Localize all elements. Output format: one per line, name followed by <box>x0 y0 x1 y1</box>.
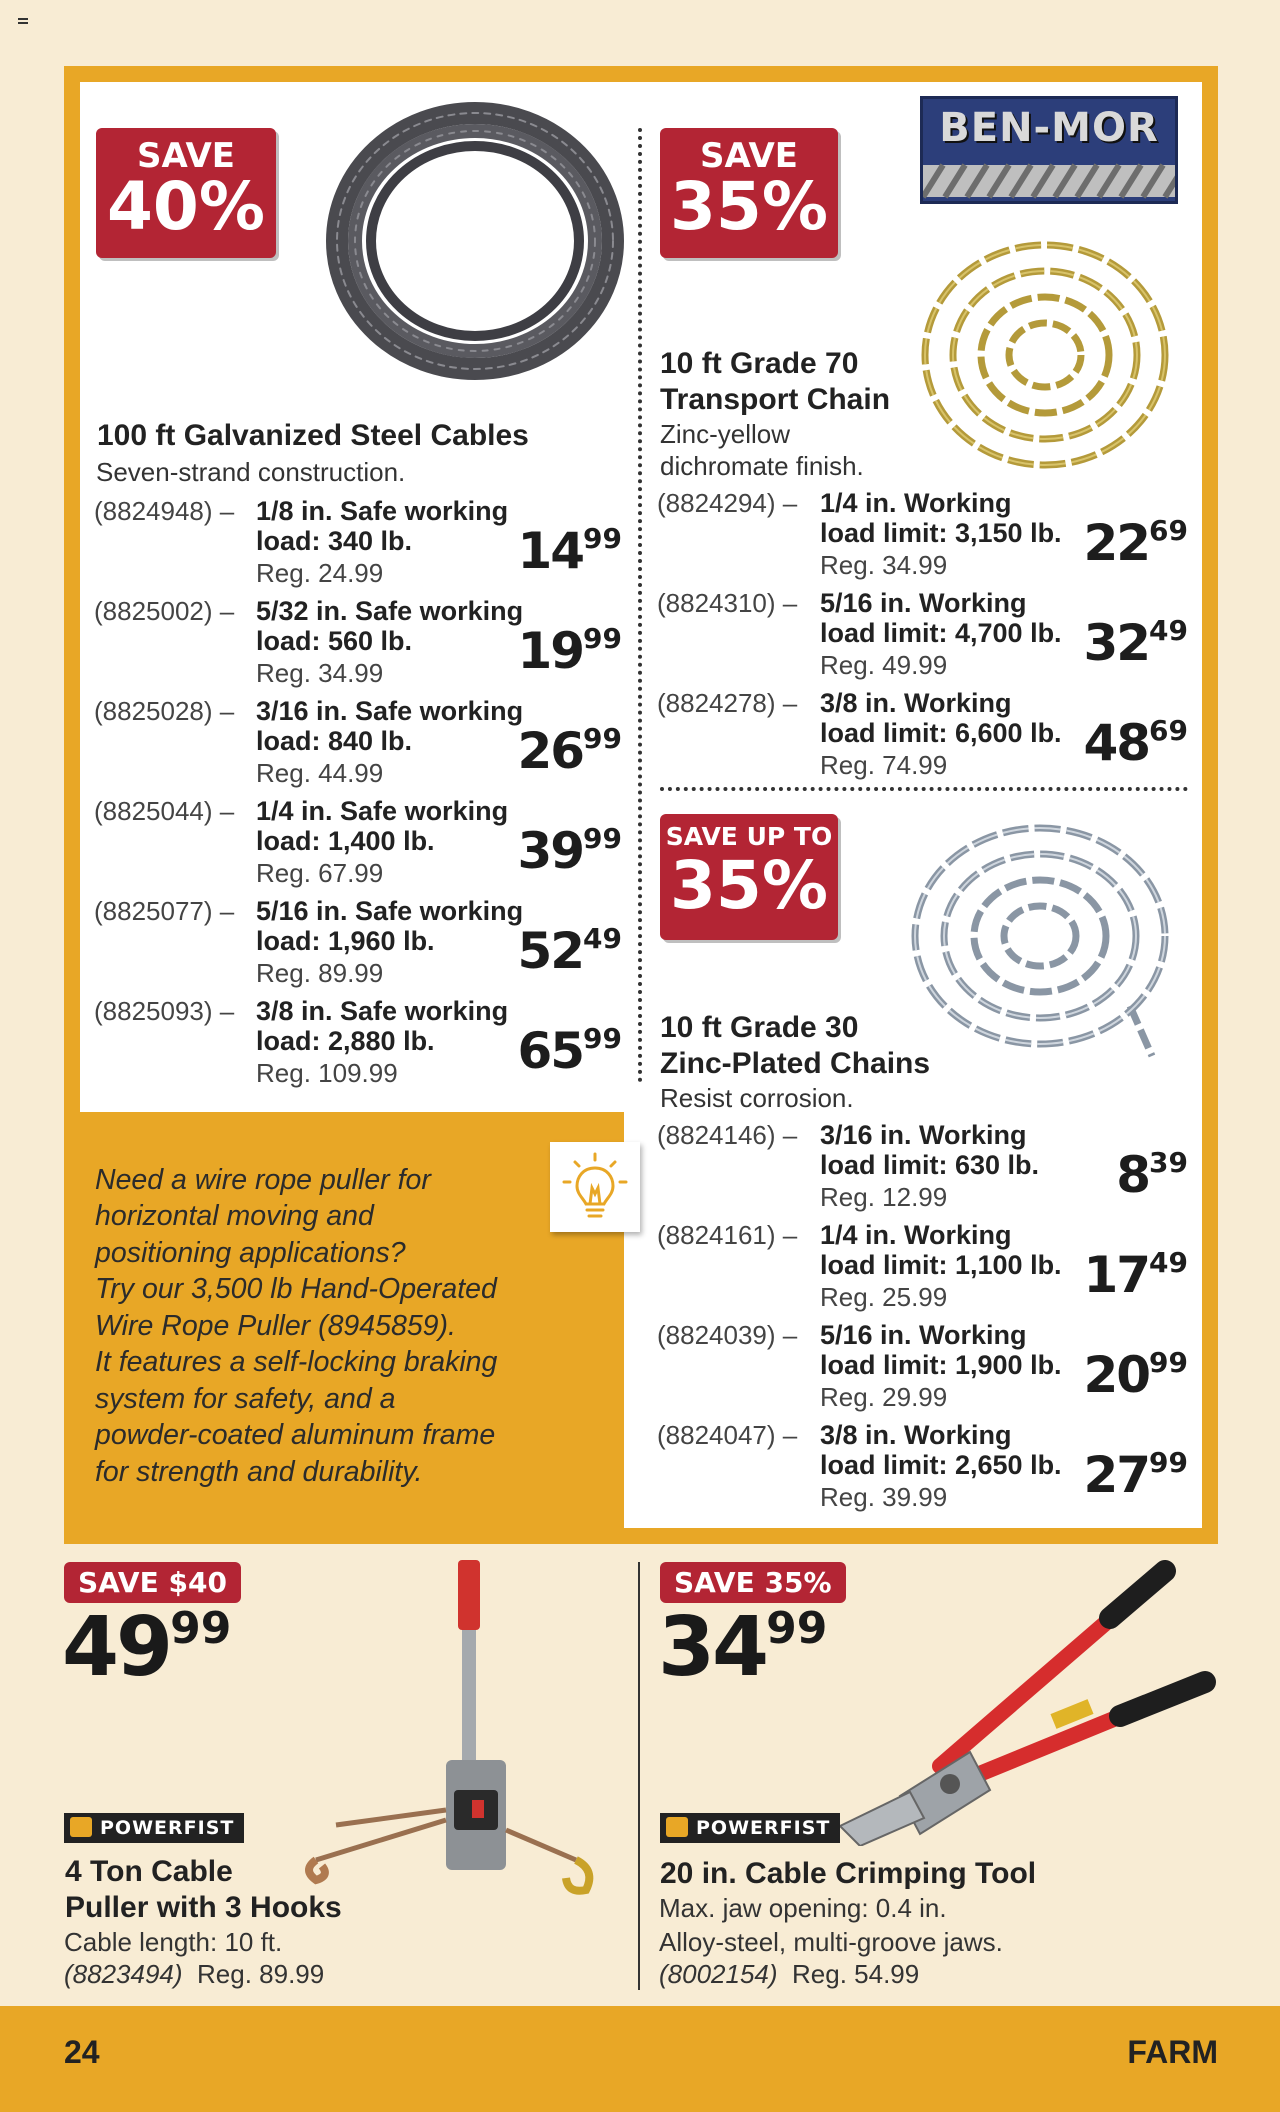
sale-price: 6599 <box>517 1022 622 1080</box>
regular-price: Reg. 49.99 <box>820 650 948 680</box>
sale-price: 2799 <box>1083 1446 1188 1504</box>
spec: 3/16 in. Safe working load: 840 lb. <box>256 696 524 757</box>
save-pill-puller: SAVE $40 <box>64 1562 241 1603</box>
cables-price-row <box>94 996 622 1096</box>
lightbulb-card <box>550 1142 640 1232</box>
cables-title: 100 ft Galvanized Steel Cables <box>97 419 529 452</box>
spec: 3/8 in. Safe working load: 2,880 lb. <box>256 996 509 1057</box>
zinc-price-row <box>657 1120 1188 1220</box>
cable-crimper-image <box>820 1556 1220 1846</box>
tip-line: for strength and durability. <box>95 1455 423 1488</box>
sale-price: 1999 <box>517 622 622 680</box>
sku: (8825093) – <box>94 996 235 1026</box>
powerfist-brand-crimper: POWERFIST <box>660 1813 840 1843</box>
sale-price: 2269 <box>1083 514 1188 572</box>
regular-price: Reg. 44.99 <box>256 758 384 788</box>
sale-price: 2699 <box>517 722 622 780</box>
zinc-title-1: 10 ft Grade 30 <box>660 1011 859 1044</box>
regular-price: Reg. 24.99 <box>256 558 384 588</box>
tip-line: Need a wire rope puller for <box>95 1164 431 1196</box>
regular-price: Reg. 109.99 <box>256 1058 398 1088</box>
tip-line: powder-coated aluminum frame <box>95 1419 496 1452</box>
puller-sku-line: (8823494) Reg. 89.99 <box>64 1959 325 1989</box>
ben-mor-logo: BEN-MOR <box>920 96 1178 204</box>
regular-price: Reg. 39.99 <box>820 1482 948 1512</box>
rope-graphic-icon <box>923 161 1175 201</box>
cables-price-row <box>94 496 622 596</box>
save-badge-zinc: SAVE UP TO 35% <box>660 814 838 940</box>
tip-line: Try our 3,500 lb Hand-Operated <box>95 1273 497 1306</box>
save-badge-transport: SAVE 35% <box>660 128 838 258</box>
cable-puller-image <box>296 1560 626 1960</box>
sku: (8824310) – <box>657 588 798 618</box>
regular-price: Reg. 34.99 <box>820 550 948 580</box>
sku: (8824146) – <box>657 1120 798 1150</box>
puller-desc: Cable length: 10 ft. <box>64 1927 283 1957</box>
regular-price: Reg. 12.99 <box>820 1182 948 1212</box>
tip-line: horizontal moving and <box>95 1200 374 1233</box>
save-pill-crimper: SAVE 35% <box>660 1562 846 1603</box>
spec: 1/8 in. Safe working load: 340 lb. <box>256 496 509 557</box>
zinc-chain-image <box>890 806 1190 1076</box>
transport-price-row <box>657 588 1188 688</box>
transport-title-1: 10 ft Grade 70 <box>660 347 859 380</box>
zinc-price-row <box>657 1220 1188 1320</box>
cables-price-row <box>94 796 622 896</box>
spec: 5/32 in. Safe working load: 560 lb. <box>256 596 524 657</box>
bottom-column-divider <box>638 1562 640 1990</box>
sale-price: 3249 <box>1083 614 1188 672</box>
tip-line: system for safety, and a <box>95 1382 396 1415</box>
page-footer <box>0 2006 1280 2112</box>
crimper-desc-1: Max. jaw opening: 0.4 in. <box>659 1893 947 1923</box>
regular-price: Reg. 29.99 <box>820 1382 948 1412</box>
spec: 1/4 in. Working load limit: 3,150 lb. <box>820 488 1062 549</box>
steel-cable-image <box>320 96 630 386</box>
sku: (8824039) – <box>657 1320 798 1350</box>
transport-title-2: Transport Chain <box>660 383 891 416</box>
crimper-price: 3499 <box>658 1600 828 1695</box>
zinc-price-row <box>657 1420 1188 1520</box>
transport-chain-image <box>900 220 1190 490</box>
spec: 1/4 in. Safe working load: 1,400 lb. <box>256 796 509 857</box>
page-number: 24 <box>64 2034 100 2070</box>
tip-line: positioning applications? <box>95 1236 406 1269</box>
cables-price-row <box>94 896 622 996</box>
powerfist-logo-icon <box>70 1817 92 1837</box>
regular-price: Reg. 74.99 <box>820 750 948 780</box>
save-badge-cables: SAVE 40% <box>96 128 276 258</box>
spec: 3/8 in. Working load limit: 6,600 lb. <box>820 688 1062 749</box>
sale-price: 2099 <box>1083 1346 1188 1404</box>
spec: 5/16 in. Safe working load: 1,960 lb. <box>256 896 524 957</box>
section-label: FARM <box>1127 2034 1218 2070</box>
sale-price: 3999 <box>517 822 622 880</box>
regular-price: Reg. 89.99 <box>256 958 384 988</box>
column-divider <box>638 128 642 1083</box>
spec: 3/16 in. Working load limit: 630 lb. <box>820 1120 1040 1181</box>
crimper-desc-2: Alloy-steel, multi-groove jaws. <box>659 1927 1003 1957</box>
transport-price-row <box>657 488 1188 588</box>
sku: (8824948) – <box>94 496 235 526</box>
spec: 1/4 in. Working load limit: 1,100 lb. <box>820 1220 1062 1281</box>
regular-price: Reg. 25.99 <box>820 1282 948 1312</box>
powerfist-brand-puller: POWERFIST <box>64 1813 244 1843</box>
sku: (8825044) – <box>94 796 235 826</box>
regular-price: Reg. 34.99 <box>256 658 384 688</box>
spec: 3/8 in. Working load limit: 2,650 lb. <box>820 1420 1062 1481</box>
spec: 5/16 in. Working load limit: 1,900 lb. <box>820 1320 1062 1381</box>
sku: (8824047) – <box>657 1420 798 1450</box>
transport-desc-2: dichromate finish. <box>660 451 864 481</box>
cables-price-row <box>94 696 622 796</box>
sku: (8825002) – <box>94 596 235 626</box>
puller-price: 4999 <box>62 1600 232 1695</box>
crimper-title: 20 in. Cable Crimping Tool <box>660 1857 1037 1890</box>
spec: 5/16 in. Working load limit: 4,700 lb. <box>820 588 1062 649</box>
sale-price: 839 <box>1116 1146 1188 1204</box>
menu-icon[interactable] <box>18 18 28 26</box>
lightbulb-icon <box>550 1142 640 1232</box>
sku: (8825077) – <box>94 896 235 926</box>
tip-line: It features a self-locking braking <box>95 1346 498 1379</box>
sale-price: 1499 <box>517 522 622 580</box>
powerfist-logo-icon <box>666 1817 688 1837</box>
sku: (8824278) – <box>657 688 798 718</box>
regular-price: Reg. 67.99 <box>256 858 384 888</box>
zinc-title-2: Zinc-Plated Chains <box>660 1047 931 1080</box>
puller-title-2: Puller with 3 Hooks <box>65 1891 342 1924</box>
crimper-sku-line: (8002154) Reg. 54.99 <box>659 1959 920 1989</box>
sale-price: 1749 <box>1083 1246 1188 1304</box>
cables-desc: Seven-strand construction. <box>96 457 406 487</box>
wire-rope-puller-tip <box>95 1162 525 1490</box>
sku: (8824294) – <box>657 488 798 518</box>
sale-price: 5249 <box>517 922 622 980</box>
zinc-desc: Resist corrosion. <box>660 1083 854 1113</box>
zinc-price-row <box>657 1320 1188 1420</box>
cables-price-row <box>94 596 622 696</box>
sale-price: 4869 <box>1083 714 1188 772</box>
transport-desc-1: Zinc-yellow <box>660 419 791 449</box>
tip-line: Wire Rope Puller (8945859). <box>95 1309 456 1342</box>
puller-title-1: 4 Ton Cable <box>65 1855 233 1888</box>
sku: (8824161) – <box>657 1220 798 1250</box>
transport-price-row <box>657 688 1188 788</box>
sku: (8825028) – <box>94 696 235 726</box>
